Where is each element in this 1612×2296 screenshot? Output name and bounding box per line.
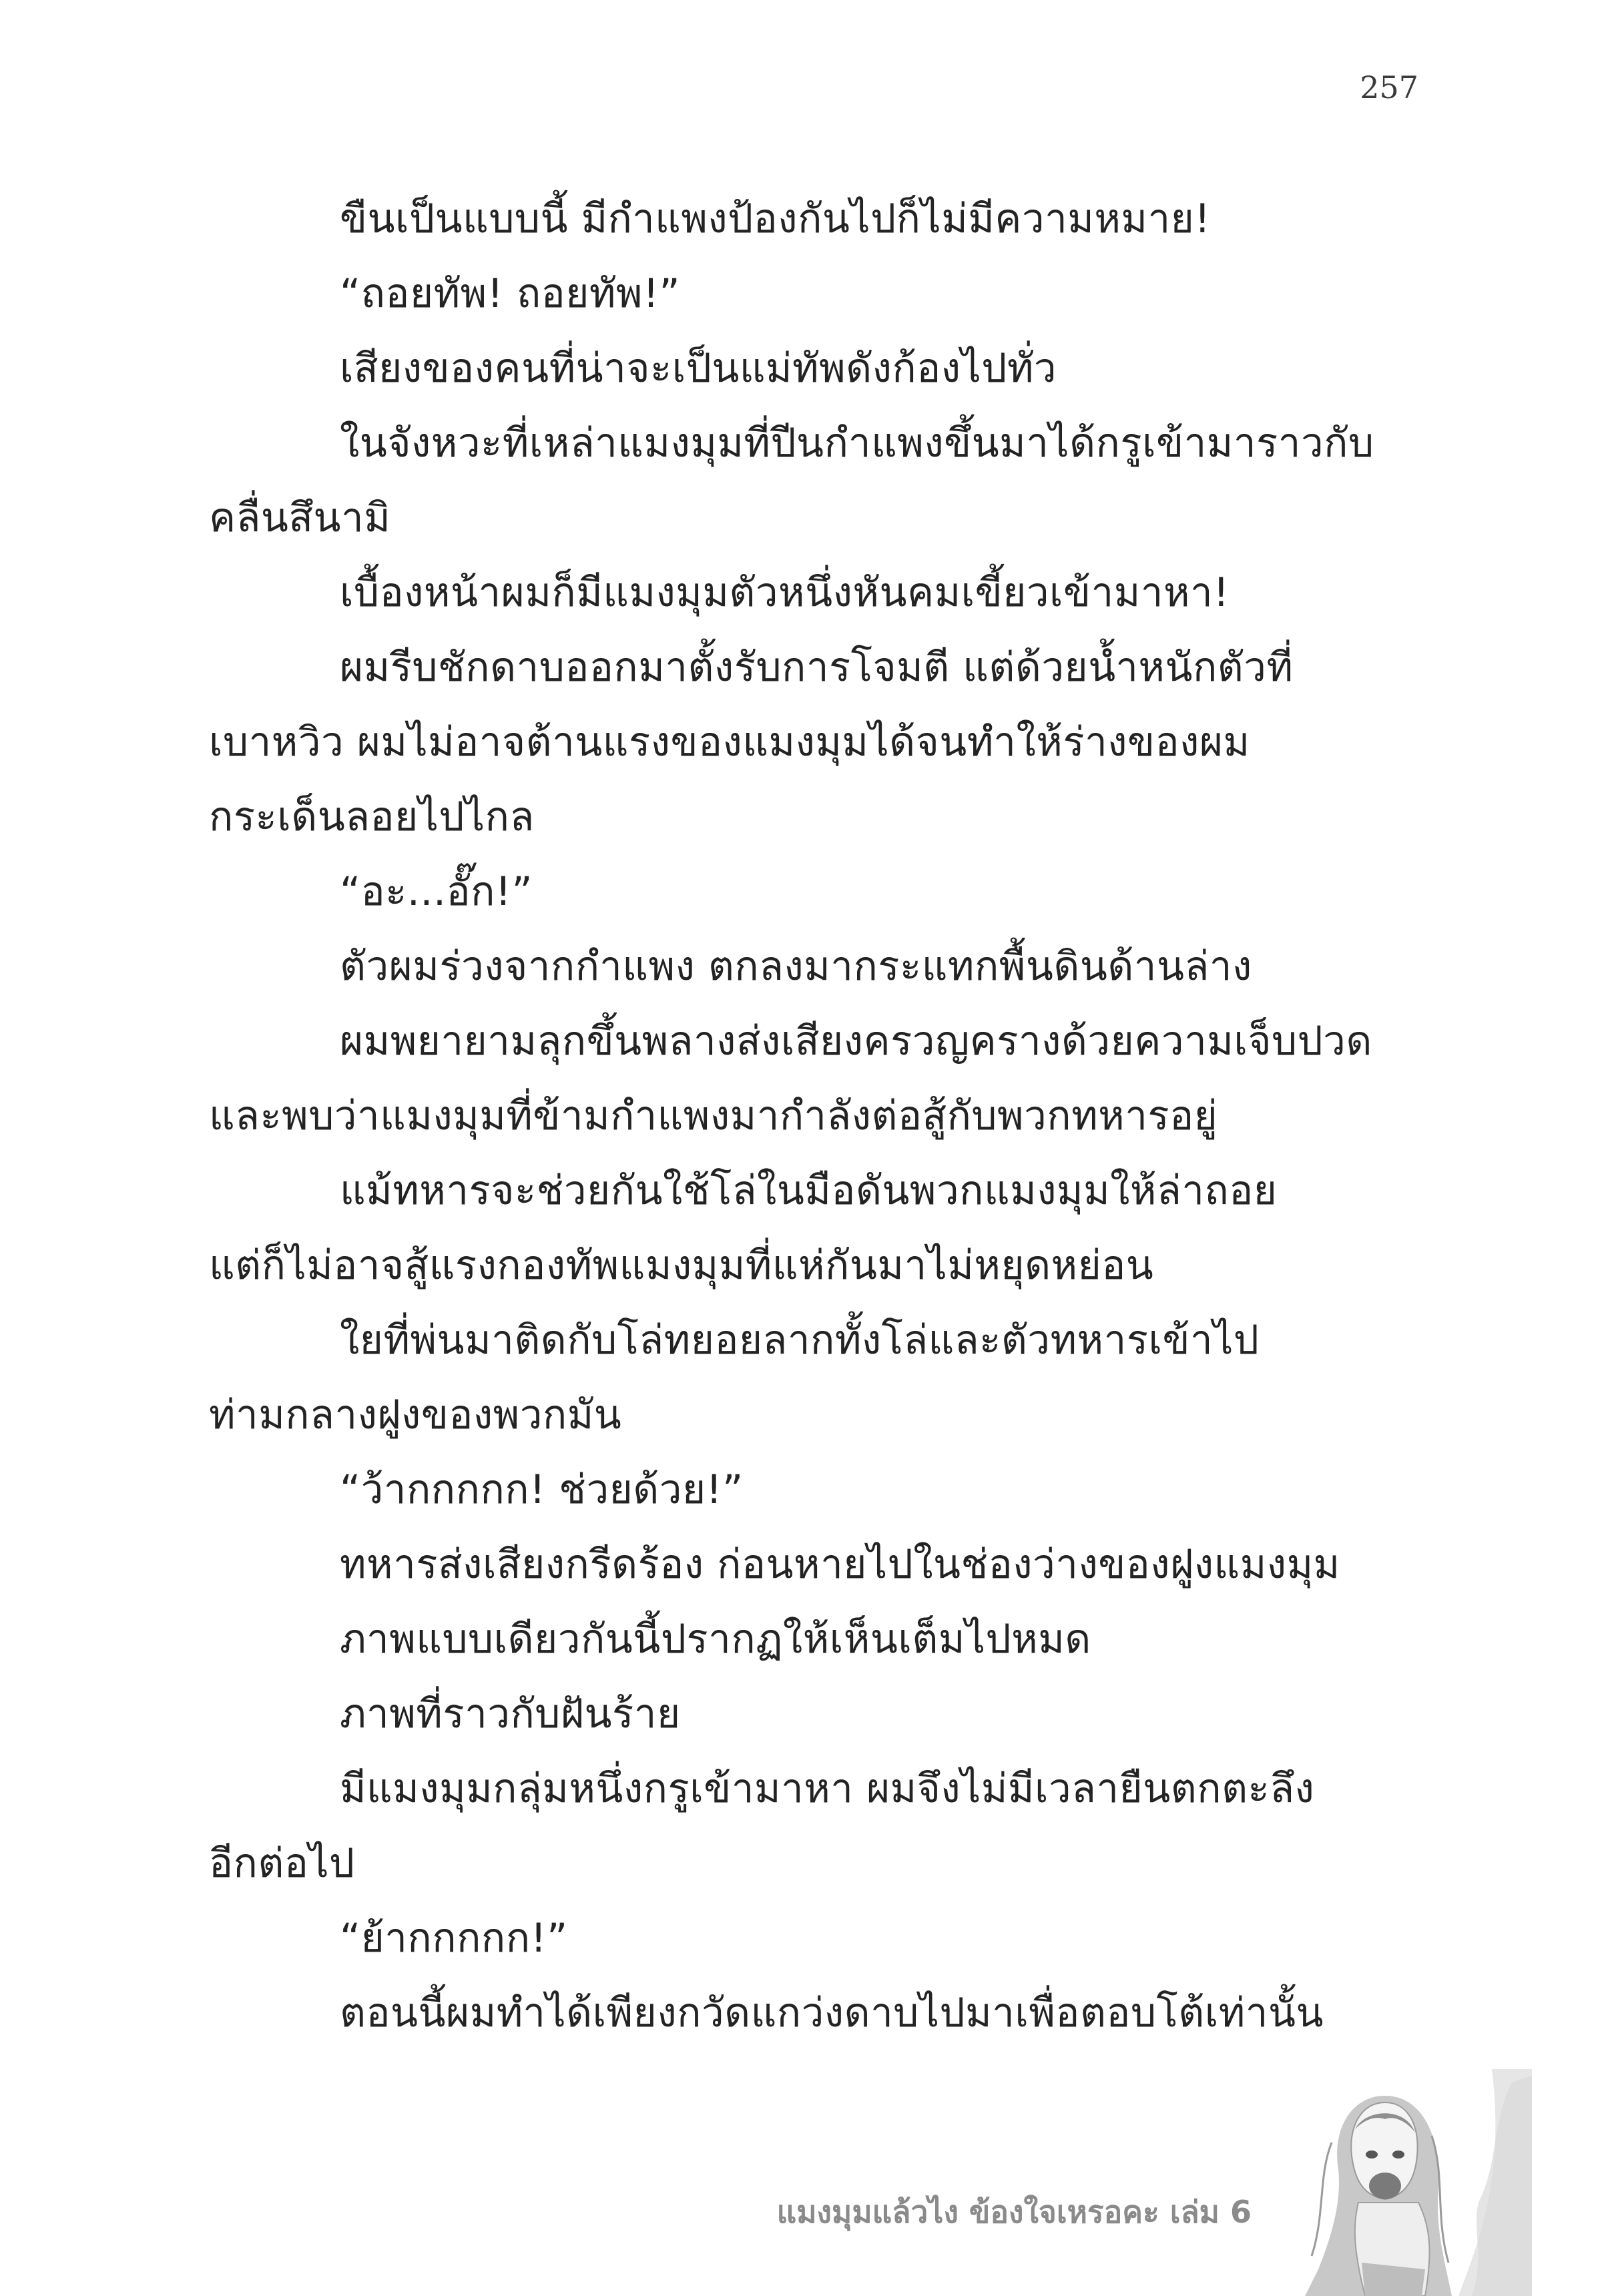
text-line: “ย้ากกกกก!” bbox=[340, 1915, 568, 1962]
text-line: ตัวผมร่วงจากกำแพง ตกลงมากระแทกพื้นดินด้านล่าง bbox=[340, 943, 1252, 990]
text-line: แม้ทหารจะช่วยกันใช้โล่ในมือดันพวกแมงมุมให้ล่าถอย bbox=[340, 1167, 1278, 1214]
book-title: แมงมุมแล้วไง ข้องใจเหรอคะ เล่ม 6 bbox=[776, 2194, 1252, 2230]
text-line: ท่ามกลางฝูงของพวกมัน bbox=[209, 1392, 622, 1438]
text-line: แต่ก็ไม่อาจสู้แรงกองทัพแมงมุมที่แห่กันมาไม่หยุดหย่อน bbox=[209, 1242, 1154, 1289]
page-number: 257 bbox=[1360, 69, 1418, 105]
text-line: ในจังหวะที่เหล่าแมงมุมที่ปีนกำแพงขึ้นมาได้กรูเข้ามาราวกับ bbox=[340, 420, 1374, 467]
character-illustration bbox=[1292, 2069, 1532, 2296]
text-line: เบาหวิว ผมไม่อาจต้านแรงของแมงมุมได้จนทำให้ร่างของผม bbox=[209, 719, 1250, 766]
text-line: เสียงของคนที่น่าจะเป็นแม่ทัพดังก้องไปทั่ว bbox=[340, 345, 1057, 392]
text-line: ผมพยายามลุกขึ้นพลางส่งเสียงครวญครางด้วยความเจ็บปวด bbox=[340, 1018, 1372, 1065]
text-line: กระเด็นลอยไปไกล bbox=[209, 794, 535, 840]
text-line: และพบว่าแมงมุมที่ข้ามกำแพงมากำลังต่อสู้กับพวกทหารอยู่ bbox=[209, 1093, 1218, 1139]
text-line: “ถอยทัพ! ถอยทัพ!” bbox=[340, 270, 681, 317]
text-line: เบื้องหน้าผมก็มีแมงมุมตัวหนึ่งหันคมเขี้ยวเข้ามาหา! bbox=[340, 569, 1230, 616]
text-line: ขืนเป็นแบบนี้ มีกำแพงป้องกันไปก็ไม่มีความหมาย! bbox=[340, 196, 1211, 242]
text-line: ใยที่พ่นมาติดกับโล่ทยอยลากทั้งโล่และตัวทหารเข้าไป bbox=[340, 1317, 1260, 1364]
text-line: อีกต่อไป bbox=[209, 1840, 355, 1887]
text-line: ภาพที่ราวกับฝันร้าย bbox=[340, 1691, 681, 1737]
text-line: ภาพแบบเดียวกันนี้ปรากฏให้เห็นเต็มไปหมด bbox=[340, 1616, 1091, 1663]
text-line: ตอนนี้ผมทำได้เพียงกวัดแกว่งดาบไปมาเพื่อตอบโต้เท่านั้น bbox=[340, 1990, 1324, 2036]
text-line: “อะ...อั๊ก!” bbox=[340, 868, 533, 915]
text-line: มีแมงมุมกลุ่มหนึ่งกรูเข้ามาหา ผมจึงไม่มีเวลายืนตกตะลึง bbox=[340, 1765, 1315, 1812]
text-line: “ว้ากกกกก! ช่วยด้วย!” bbox=[340, 1466, 744, 1513]
text-line: คลื่นสึนามิ bbox=[209, 495, 391, 541]
text-line: ผมรีบชักดาบออกมาตั้งรับการโจมตี แต่ด้วยน้ำหนักตัวที่ bbox=[340, 644, 1294, 691]
text-line: ทหารส่งเสียงกรีดร้อง ก่อนหายไปในช่องว่างของฝูงแมงมุม bbox=[340, 1541, 1340, 1588]
